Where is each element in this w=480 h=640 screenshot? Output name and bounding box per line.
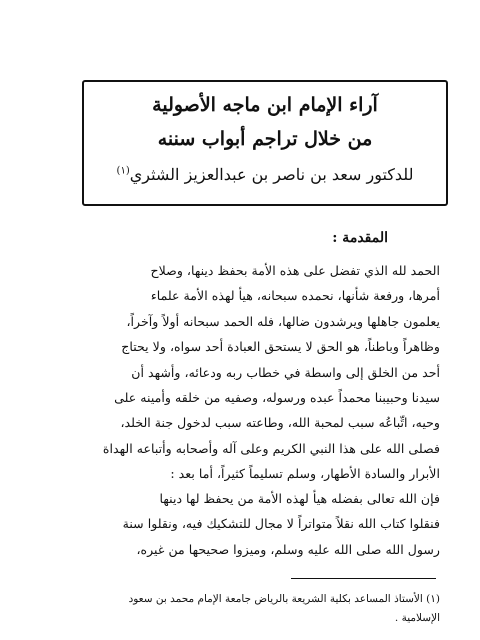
footnote-line: الإسلامية . <box>394 612 440 624</box>
paragraph-intro <box>62 258 440 487</box>
text-line: رسول الله صلى الله عليه وسلم، وميزوا صحيحها من غيره، <box>136 541 440 557</box>
text-line: وحيه، اتِّباعُه سبب لمحبة الله، وطاعته سبب لدخول جنة الخلد، <box>120 415 440 431</box>
text-line: يعلمون جاهلها ويرشدون ضالها، فله الحمد سبحانه أولاً وآخراً، <box>126 313 440 329</box>
author-name: للدكتور سعد بن ناصر بن عبدالعزيز الشثري <box>129 165 414 184</box>
text-line: سيدنا وحبيبنا محمداً عبده ورسوله، وصفيه من خلقه وأمينه على <box>114 390 440 406</box>
title-box <box>82 80 448 206</box>
footnote-divider <box>291 578 436 579</box>
paragraph-body <box>62 486 440 562</box>
text-line: فنقلوا كتاب الله نقلاً متواتراً لا مجال للتشكيك فيه، ونقلوا سنة <box>122 516 440 532</box>
text-line: الحمد لله الذي تفضل على هذه الأمة بحفظ دينها، وصلاح <box>150 263 440 278</box>
text-line: فصلى الله على هذا النبي الكريم وعلى آله وأصحابه وأتباعه الهداة <box>102 440 440 456</box>
article-title: آراء الإمام ابن ماجه الأصولية <box>152 94 378 116</box>
text-line: الأبرار والسادة الأطهار، وسلم تسليماً كثيراً، أما بعد : <box>170 466 440 482</box>
author-line <box>84 165 446 184</box>
section-heading: المقدمة : <box>332 230 388 246</box>
text-line: فإن الله تعالى بفضله هيأ لهذه الأمة من يحفظ لها دينها <box>159 491 440 506</box>
footnote <box>60 590 440 628</box>
footnote-line: (١) الأستاذ المساعد بكلية الشريعة بالرياض جامعة الإمام محمد بن سعود <box>128 593 440 605</box>
article-subtitle: من خلال تراجم أبواب سننه <box>157 128 373 150</box>
footnote-marker: (١) <box>116 165 130 177</box>
text-line: أمرها، ورفعة شأنها، نحمده سبحانه، هيأ لهذه الأمة علماء <box>150 288 440 304</box>
text-line: أحد من الخلق إلى واسطة في خطاب ربه ودعائه، وأشهد أن <box>131 364 440 380</box>
text-line: وظاهراً وباطناً، هو الحق لا يستحق العبادة أحد سواه، ولا يحتاج <box>121 339 440 355</box>
